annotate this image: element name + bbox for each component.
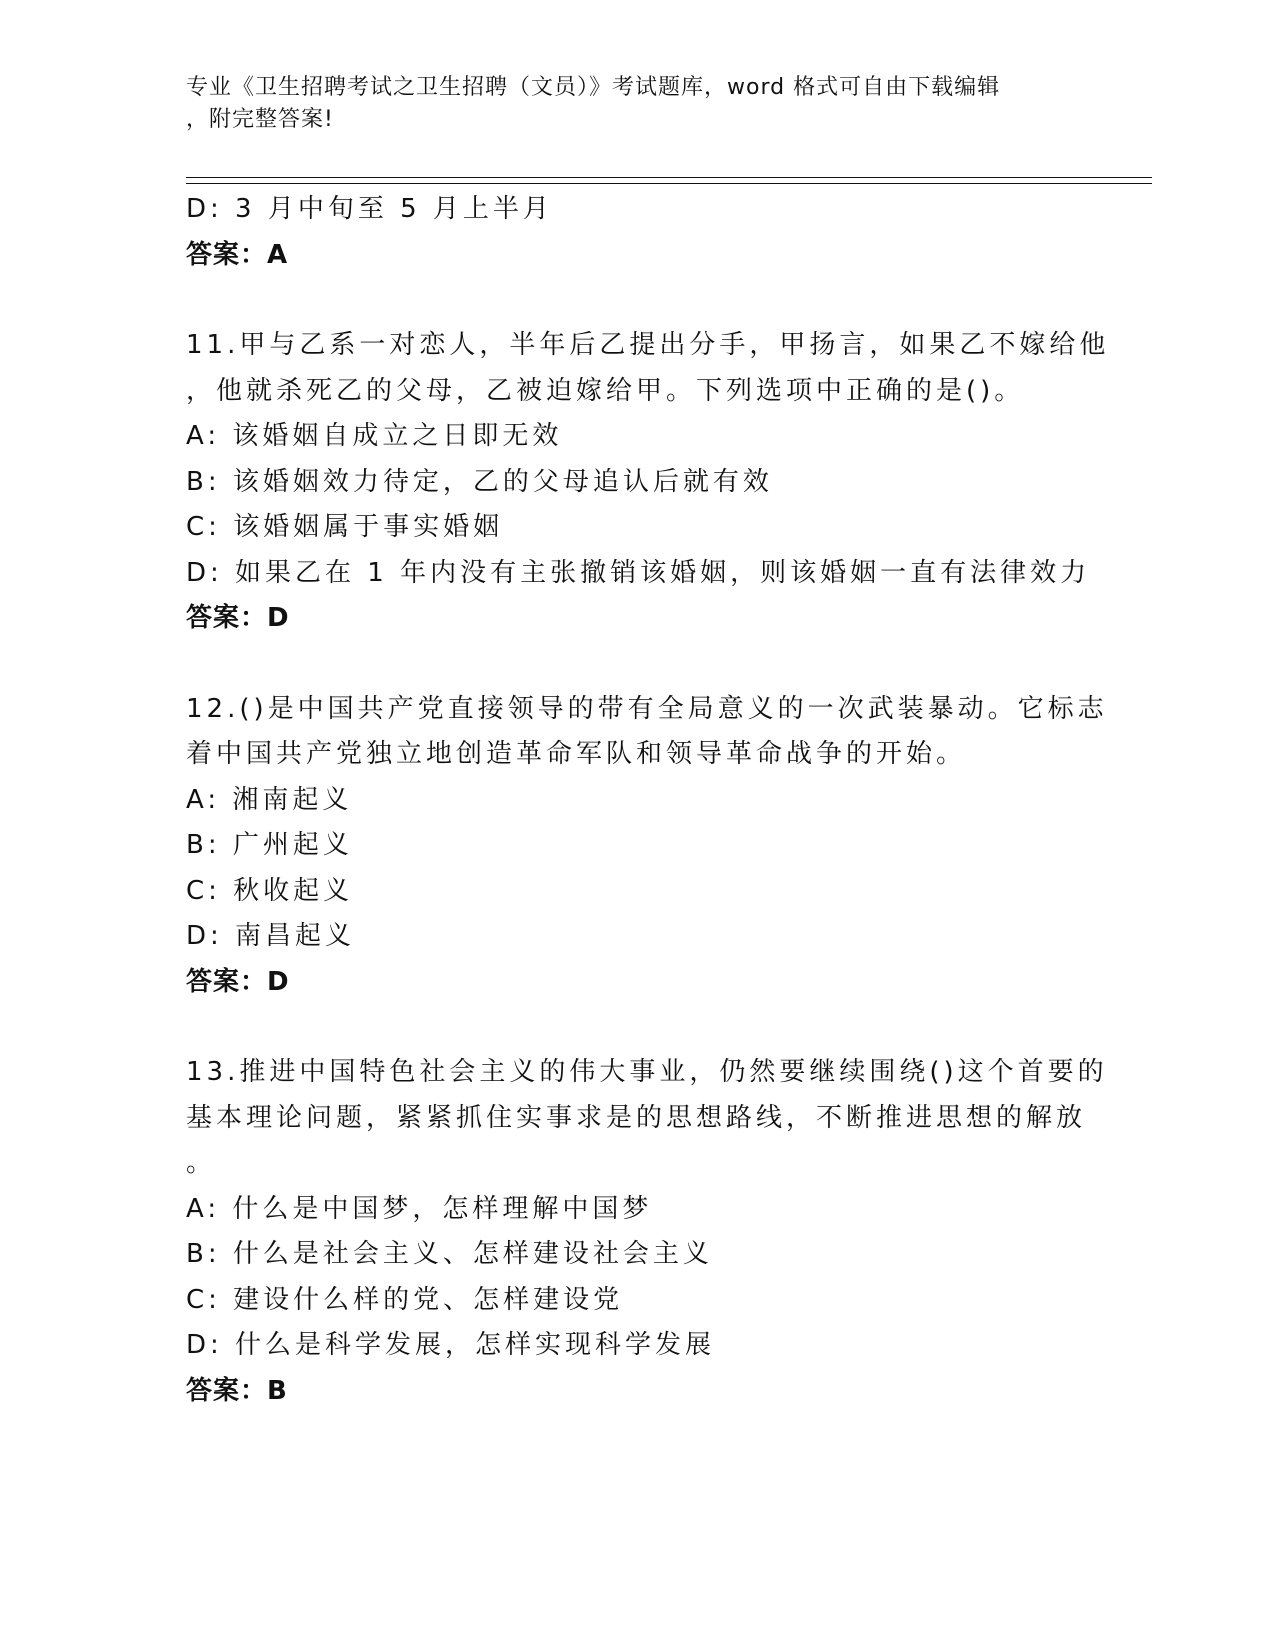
answer-line: 答案：A — [186, 239, 289, 270]
question-11 — [186, 323, 1110, 642]
spacer — [186, 278, 1086, 323]
spacer — [186, 642, 1086, 687]
header-divider-top — [186, 177, 1152, 178]
option-a: A: 什么是中国梦，怎样理解中国梦 — [186, 1193, 653, 1224]
question-13 — [186, 1050, 1108, 1414]
option-b: B: 广州起义 — [186, 830, 353, 860]
header-line-1: 专业《卫生招聘考试之卫生招聘（文员）》考试题库，word 格式可自由下载编辑 — [186, 75, 1001, 100]
option-a: A: 该婚姻自成立之日即无效 — [186, 421, 563, 451]
option-c: C: 建设什么样的党、怎样建设党 — [186, 1284, 624, 1315]
option-a: A: 湘南起义 — [186, 784, 353, 815]
answer-line: 答案：D — [186, 966, 290, 997]
question-stem-line: 基本理论问题，紧紧抓住实事求是的思想路线，不断推进思想的解放 — [186, 1102, 1087, 1133]
spacer — [186, 1005, 1086, 1050]
prev-question-tail — [186, 187, 1086, 278]
header-divider-bottom — [186, 183, 1152, 184]
option-d: D: 如果乙在 1 年内没有主张撤销该婚姻，则该婚姻一直有法律效力 — [186, 557, 1091, 588]
question-stem-line: 12.()是中国共产党直接领导的带有全局意义的一次武装暴动。它标志 — [186, 693, 1108, 724]
option-d: D: 什么是科学发展，怎样实现科学发展 — [186, 1330, 716, 1360]
question-content — [186, 187, 1110, 1414]
question-stem-line: 着中国共产党独立地创造革命军队和领导革命战争的开始。 — [186, 739, 967, 769]
question-12 — [186, 687, 1108, 1006]
question-stem-line: 11.甲与乙系一对恋人，半年后乙提出分手，甲扬言，如果乙不嫁给他 — [186, 330, 1110, 360]
option-c: C: 该婚姻属于事实婚姻 — [186, 512, 504, 542]
option-b: B: 什么是社会主义、怎样建设社会主义 — [186, 1239, 713, 1269]
answer-line: 答案：B — [186, 1375, 288, 1406]
option-d: D: 3 月中旬至 5 月上半月 — [186, 194, 553, 224]
question-stem-line: ，他就杀死乙的父母，乙被迫嫁给甲。下列选项中正确的是()。 — [186, 375, 1025, 406]
option-b: B: 该婚姻效力待定，乙的父母追认后就有效 — [186, 466, 773, 497]
header-line-2: ，附完整答案! — [186, 107, 334, 132]
question-stem-line: 。 — [186, 1148, 217, 1178]
option-c: C: 秋收起义 — [186, 875, 354, 906]
question-stem-line: 13.推进中国特色社会主义的伟大事业，仍然要继续围绕()这个首要的 — [186, 1057, 1108, 1087]
option-d: D: 南昌起义 — [186, 921, 356, 951]
document-header — [186, 72, 1066, 136]
answer-line: 答案：D — [186, 603, 290, 633]
